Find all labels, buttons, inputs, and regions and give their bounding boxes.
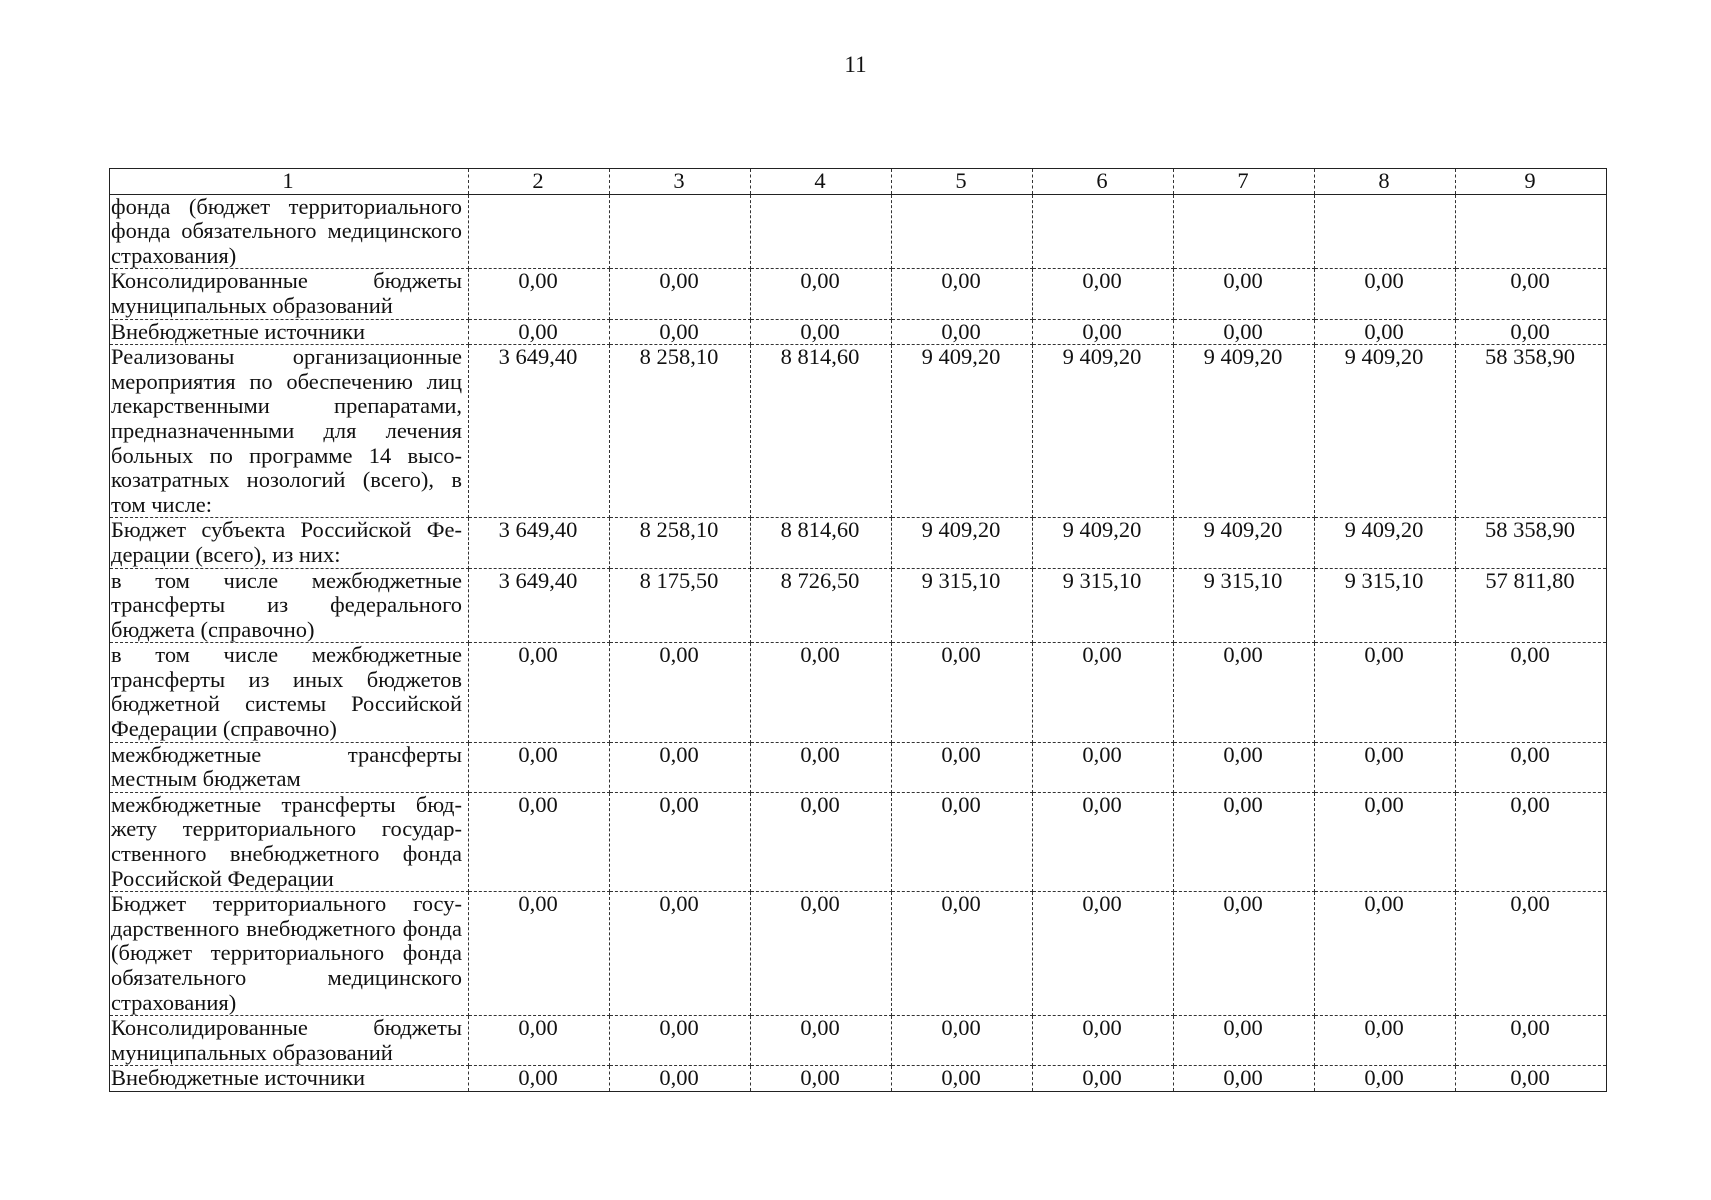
value-cell-col-7 bbox=[1174, 194, 1315, 269]
value-cell-col-4: 0,00 bbox=[751, 1066, 892, 1092]
column-header-7: 7 bbox=[1174, 169, 1315, 195]
value-cell-col-8: 0,00 bbox=[1315, 742, 1456, 792]
value-cell-col-6 bbox=[1033, 194, 1174, 269]
value-cell-col-5: 0,00 bbox=[892, 742, 1033, 792]
column-header-6: 6 bbox=[1033, 169, 1174, 195]
value-cell-col-7: 0,00 bbox=[1174, 269, 1315, 319]
table-row bbox=[110, 1066, 1607, 1092]
value-cell-col-2: 0,00 bbox=[469, 1016, 610, 1066]
value-cell-col-4: 0,00 bbox=[751, 892, 892, 1016]
value-cell-col-5: 0,00 bbox=[892, 1066, 1033, 1092]
value-cell-col-7: 0,00 bbox=[1174, 1016, 1315, 1066]
value-cell-col-6: 0,00 bbox=[1033, 1016, 1174, 1066]
value-cell-col-8: 0,00 bbox=[1315, 892, 1456, 1016]
value-cell-col-6: 0,00 bbox=[1033, 269, 1174, 319]
table-row bbox=[110, 194, 1607, 269]
value-cell-col-9: 0,00 bbox=[1456, 319, 1607, 345]
value-cell-col-2: 0,00 bbox=[469, 319, 610, 345]
value-cell-col-3 bbox=[610, 194, 751, 269]
value-cell-col-8: 0,00 bbox=[1315, 269, 1456, 319]
value-cell-col-7: 9 409,20 bbox=[1174, 345, 1315, 518]
row-label: межбюджетные трансферты бюджету территориального государственного внебюджетного фонда Российской Федерации bbox=[110, 792, 469, 891]
value-cell-col-5: 0,00 bbox=[892, 892, 1033, 1016]
value-cell-col-4: 0,00 bbox=[751, 742, 892, 792]
value-cell-col-6: 0,00 bbox=[1033, 643, 1174, 742]
value-cell-col-2: 3 649,40 bbox=[469, 345, 610, 518]
value-cell-col-3: 0,00 bbox=[610, 1016, 751, 1066]
row-label: Бюджет территориального государственного внебюджетного фонда (бюджет территориального фонда обязательного медицинского страхования) bbox=[110, 892, 469, 1016]
table-row bbox=[110, 345, 1607, 518]
table-row bbox=[110, 518, 1607, 568]
table-row bbox=[110, 319, 1607, 345]
value-cell-col-9: 58 358,90 bbox=[1456, 345, 1607, 518]
value-cell-col-2: 0,00 bbox=[469, 269, 610, 319]
value-cell-col-8: 0,00 bbox=[1315, 643, 1456, 742]
value-cell-col-8 bbox=[1315, 194, 1456, 269]
value-cell-col-6: 9 315,10 bbox=[1033, 568, 1174, 643]
value-cell-col-6: 0,00 bbox=[1033, 319, 1174, 345]
value-cell-col-7: 0,00 bbox=[1174, 1066, 1315, 1092]
value-cell-col-5 bbox=[892, 194, 1033, 269]
value-cell-col-7: 0,00 bbox=[1174, 643, 1315, 742]
value-cell-col-9: 0,00 bbox=[1456, 792, 1607, 891]
value-cell-col-3: 0,00 bbox=[610, 643, 751, 742]
value-cell-col-2: 0,00 bbox=[469, 892, 610, 1016]
value-cell-col-5: 0,00 bbox=[892, 792, 1033, 891]
column-header-1: 1 bbox=[110, 169, 469, 195]
value-cell-col-4: 0,00 bbox=[751, 792, 892, 891]
budget-table bbox=[109, 168, 1607, 1092]
value-cell-col-4: 0,00 bbox=[751, 1016, 892, 1066]
value-cell-col-3: 0,00 bbox=[610, 1066, 751, 1092]
value-cell-col-4: 8 814,60 bbox=[751, 345, 892, 518]
value-cell-col-8: 9 315,10 bbox=[1315, 568, 1456, 643]
value-cell-col-8: 0,00 bbox=[1315, 792, 1456, 891]
row-label: Реализованы организационные мероприятия по обеспечению лиц лекарственными препаратами, предназначенными для лечения больных по программе 14 высокозатратных нозологий (всего), в том числе: bbox=[110, 345, 469, 518]
value-cell-col-2: 3 649,40 bbox=[469, 518, 610, 568]
table-header-row bbox=[110, 169, 1607, 195]
value-cell-col-5: 9 315,10 bbox=[892, 568, 1033, 643]
value-cell-col-2: 3 649,40 bbox=[469, 568, 610, 643]
value-cell-col-3: 0,00 bbox=[610, 742, 751, 792]
row-label: Внебюджетные источники bbox=[110, 1066, 469, 1092]
value-cell-col-2: 0,00 bbox=[469, 742, 610, 792]
value-cell-col-7: 0,00 bbox=[1174, 319, 1315, 345]
column-header-5: 5 bbox=[892, 169, 1033, 195]
value-cell-col-4: 0,00 bbox=[751, 269, 892, 319]
value-cell-col-7: 0,00 bbox=[1174, 792, 1315, 891]
value-cell-col-5: 0,00 bbox=[892, 1016, 1033, 1066]
value-cell-col-8: 0,00 bbox=[1315, 1016, 1456, 1066]
value-cell-col-4: 0,00 bbox=[751, 319, 892, 345]
value-cell-col-7: 0,00 bbox=[1174, 742, 1315, 792]
value-cell-col-8: 9 409,20 bbox=[1315, 345, 1456, 518]
row-label: Внебюджетные источники bbox=[110, 319, 469, 345]
value-cell-col-5: 9 409,20 bbox=[892, 345, 1033, 518]
value-cell-col-4: 8 814,60 bbox=[751, 518, 892, 568]
value-cell-col-9: 0,00 bbox=[1456, 269, 1607, 319]
value-cell-col-6: 0,00 bbox=[1033, 792, 1174, 891]
column-header-9: 9 bbox=[1456, 169, 1607, 195]
value-cell-col-6: 9 409,20 bbox=[1033, 518, 1174, 568]
value-cell-col-7: 0,00 bbox=[1174, 892, 1315, 1016]
value-cell-col-4 bbox=[751, 194, 892, 269]
value-cell-col-6: 0,00 bbox=[1033, 1066, 1174, 1092]
value-cell-col-8: 9 409,20 bbox=[1315, 518, 1456, 568]
table-row bbox=[110, 892, 1607, 1016]
column-header-4: 4 bbox=[751, 169, 892, 195]
value-cell-col-9: 0,00 bbox=[1456, 742, 1607, 792]
value-cell-col-3: 0,00 bbox=[610, 892, 751, 1016]
value-cell-col-3: 0,00 bbox=[610, 792, 751, 891]
value-cell-col-9 bbox=[1456, 194, 1607, 269]
column-header-8: 8 bbox=[1315, 169, 1456, 195]
row-label: Консолидированные бюджеты муниципальных образований bbox=[110, 1016, 469, 1066]
table-row bbox=[110, 1016, 1607, 1066]
value-cell-col-5: 0,00 bbox=[892, 319, 1033, 345]
value-cell-col-2: 0,00 bbox=[469, 643, 610, 742]
value-cell-col-9: 0,00 bbox=[1456, 643, 1607, 742]
row-label: Бюджет субъекта Российской Федерации (всего), из них: bbox=[110, 518, 469, 568]
value-cell-col-2: 0,00 bbox=[469, 792, 610, 891]
value-cell-col-3: 8 175,50 bbox=[610, 568, 751, 643]
value-cell-col-2: 0,00 bbox=[469, 1066, 610, 1092]
row-label: в том числе межбюджетные трансферты из иных бюджетов бюджетной системы Российской Федерации (справочно) bbox=[110, 643, 469, 742]
value-cell-col-9: 0,00 bbox=[1456, 1016, 1607, 1066]
value-cell-col-9: 58 358,90 bbox=[1456, 518, 1607, 568]
value-cell-col-6: 0,00 bbox=[1033, 742, 1174, 792]
table-row bbox=[110, 568, 1607, 643]
value-cell-col-6: 0,00 bbox=[1033, 892, 1174, 1016]
value-cell-col-3: 8 258,10 bbox=[610, 345, 751, 518]
value-cell-col-9: 0,00 bbox=[1456, 892, 1607, 1016]
page-number: 11 bbox=[844, 52, 867, 77]
value-cell-col-4: 8 726,50 bbox=[751, 568, 892, 643]
column-header-2: 2 bbox=[469, 169, 610, 195]
row-label: Консолидированные бюджеты муниципальных образований bbox=[110, 269, 469, 319]
value-cell-col-7: 9 409,20 bbox=[1174, 518, 1315, 568]
table-row bbox=[110, 269, 1607, 319]
value-cell-col-8: 0,00 bbox=[1315, 319, 1456, 345]
value-cell-col-3: 0,00 bbox=[610, 269, 751, 319]
value-cell-col-3: 0,00 bbox=[610, 319, 751, 345]
value-cell-col-5: 9 409,20 bbox=[892, 518, 1033, 568]
value-cell-col-6: 9 409,20 bbox=[1033, 345, 1174, 518]
value-cell-col-5: 0,00 bbox=[892, 269, 1033, 319]
table-row bbox=[110, 742, 1607, 792]
table-row bbox=[110, 792, 1607, 891]
value-cell-col-3: 8 258,10 bbox=[610, 518, 751, 568]
value-cell-col-5: 0,00 bbox=[892, 643, 1033, 742]
row-label: в том числе межбюджетные трансферты из федерального бюджета (справочно) bbox=[110, 568, 469, 643]
value-cell-col-9: 57 811,80 bbox=[1456, 568, 1607, 643]
value-cell-col-8: 0,00 bbox=[1315, 1066, 1456, 1092]
table-row bbox=[110, 643, 1607, 742]
value-cell-col-4: 0,00 bbox=[751, 643, 892, 742]
row-label: фонда (бюджет территориального фонда обязательного медицинского страхования) bbox=[110, 194, 469, 269]
value-cell-col-2 bbox=[469, 194, 610, 269]
value-cell-col-7: 9 315,10 bbox=[1174, 568, 1315, 643]
column-header-3: 3 bbox=[610, 169, 751, 195]
row-label: межбюджетные трансферты местным бюджетам bbox=[110, 742, 469, 792]
value-cell-col-9: 0,00 bbox=[1456, 1066, 1607, 1092]
